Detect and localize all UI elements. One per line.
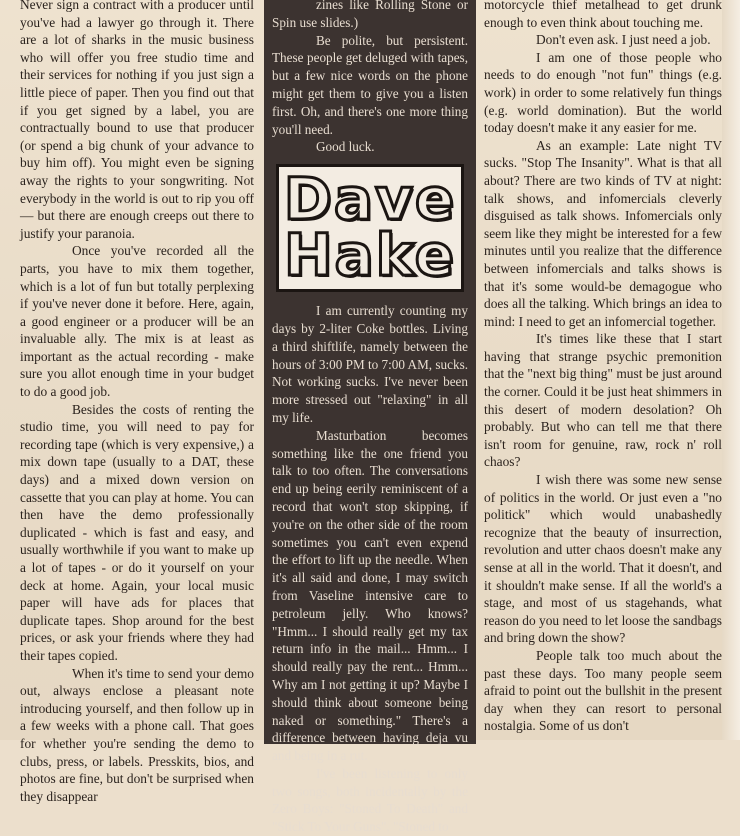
left-paragraph-2: Once you've recorded all the parts, you have to mix them together, which is a lot of fun but totally perplexing if you've never done it before. Here, again, a good engineer or a producer will be an invaluable ally. The mix is at least as important as the actual recording - make sure you allot enough time in your budget to do a good job. xyxy=(20,243,254,400)
left-paragraph-3: Besides the costs of renting the studio time, you will need to pay for recording tape (which is very expensive,) a mix down tape (usually to a DAT, these days) and a mixed down version on cassette that you can play at home. You can then have the demo professionally duplicated - which is fast and easy, and usually worthwhile if you want to make up a lot of tapes - or do it yourself on your deck at home. Again, your local music paper will have ads for places that duplicate tapes. Shop around for the best prices, or ask your friends where they had their tapes copied. xyxy=(20,401,254,663)
right-paragraph-2: Don't even ask. I just need a job. xyxy=(536,32,711,48)
right-paragraph-5: It's times like these that I start having that strange psychic premonition that the "next big thing" must be just around the corner. Could it be just heat shimmers in this desert of modern desolation? Oh probably. But who can tell me that there isn't room for genuine, raw, rock n' roll chaos? xyxy=(484,331,722,470)
logo-word-first: Dave xyxy=(283,165,457,234)
middle-paragraph-1: zines like Rolling Stone or Spin use slides.) xyxy=(272,0,468,30)
middle-paragraph-2: Be polite, but persistent. These people get deluged with tapes, but a few nice words on the phone might get them to give you a listen first. Oh, and there's one more thing you'll need. xyxy=(272,32,468,137)
page-edge xyxy=(722,0,740,740)
middle-paragraph-6: I've been listening to only two songs, both incidentally by the Zero Boys: "Stoned To Death" and "Stick To Your Guns". "Stoned to xyxy=(272,765,468,835)
right-paragraph-3: I am one of those people who needs to do enough "not fun" things (e.g. work) in order to some relatively fun things (e.g. world domination). But the world today doesn't make it any easier for me. xyxy=(484,49,722,136)
logo-word-second: Hake xyxy=(283,221,457,290)
right-article-column xyxy=(484,0,722,744)
middle-paragraph-3: Good luck. xyxy=(316,139,375,155)
right-paragraph-1: motorcycle thief metalhead to get drunk enough to even think about touching me. xyxy=(484,0,722,30)
middle-dark-column xyxy=(264,0,476,835)
dave-hake-logo xyxy=(276,164,464,292)
right-paragraph-6: I wish there was some new sense of politics in the world. Or just even a "no politick" which would unabashedly recognize that the beauty of insurrection, revolution and utter chaos doesn't make any sense at all in the world. That it doesn't, and it shouldn't make sense. If all the world's a stage, and most of us stagehands, what reason do you need to let loose the sandbags and bring down the show? xyxy=(484,472,722,646)
left-paragraph-1: Never sign a contract with a producer until you've had a lawyer go through it. There are a lot of sharks in the music business who will offer you free studio time and their services for nothing if you just sign a little piece of paper. Then you find out that if you get signed by a label, you are contractually bound to use that producer (or spend a big chunk of your advance to buy him off). You might even be signing away the rights to your songwriting. Not everybody in the world is out to rip you off — but there are enough creeps out there to justify your paranoia. xyxy=(20,0,254,241)
left-article-column xyxy=(20,0,254,804)
right-paragraph-4: As an example: Late night TV sucks. "Stop The Insanity". What is that all about? There are two kinds of TV at night: talk shows, and infomercials cleverly disguised as talk shows. Infomercials only seem like they might be interested for a few minutes until you realize that the difference between infomercials and talks shows is that it's some would-be demagogue who does all the talking. Which brings an idea to mind: I need to get an infomercial together. xyxy=(484,137,722,329)
middle-paragraph-4: I am currently counting my days by 2-liter Coke bottles. Living a third shiftlife, namely between the hours of 3:00 PM to 7:00 AM, sucks. Not working sucks. I've never been more stressed out "relaxing" in all my life. xyxy=(272,303,468,425)
left-paragraph-4: When it's time to send your demo out, always enclose a pleasant note introducing yourself, and then follow up in a few weeks with a phone call. That goes for whether you're sending the demo to clubs, press, or labels. Presskits, bios, and photos are fine, but don't be surprised when they disappear xyxy=(20,665,254,804)
middle-paragraph-5: Masturbation becomes something like the one friend you talk to too often. The conversations end up being eerily reminiscent of a record that won't stop skipping, if you're on the other side of the room sometimes you can't even expend the effort to lift up the needle. When it's all said and done, I may switch from Vaseline intensive care to petroleum jelly. Who knows? "Hmm... I should really get my tax return info in the mail... Hmm... I should really pay the rent... Hmm... Why am I not getting it up? Maybe I should think about someone being naked or something." There's a difference between having deja vu and being in a rut. xyxy=(272,427,468,764)
right-paragraph-7: People talk too much about the past these days. Too many people seem afraid to point out the bullshit in the present day when they can resort to personal nostalgia. Some of us don't xyxy=(484,647,722,734)
